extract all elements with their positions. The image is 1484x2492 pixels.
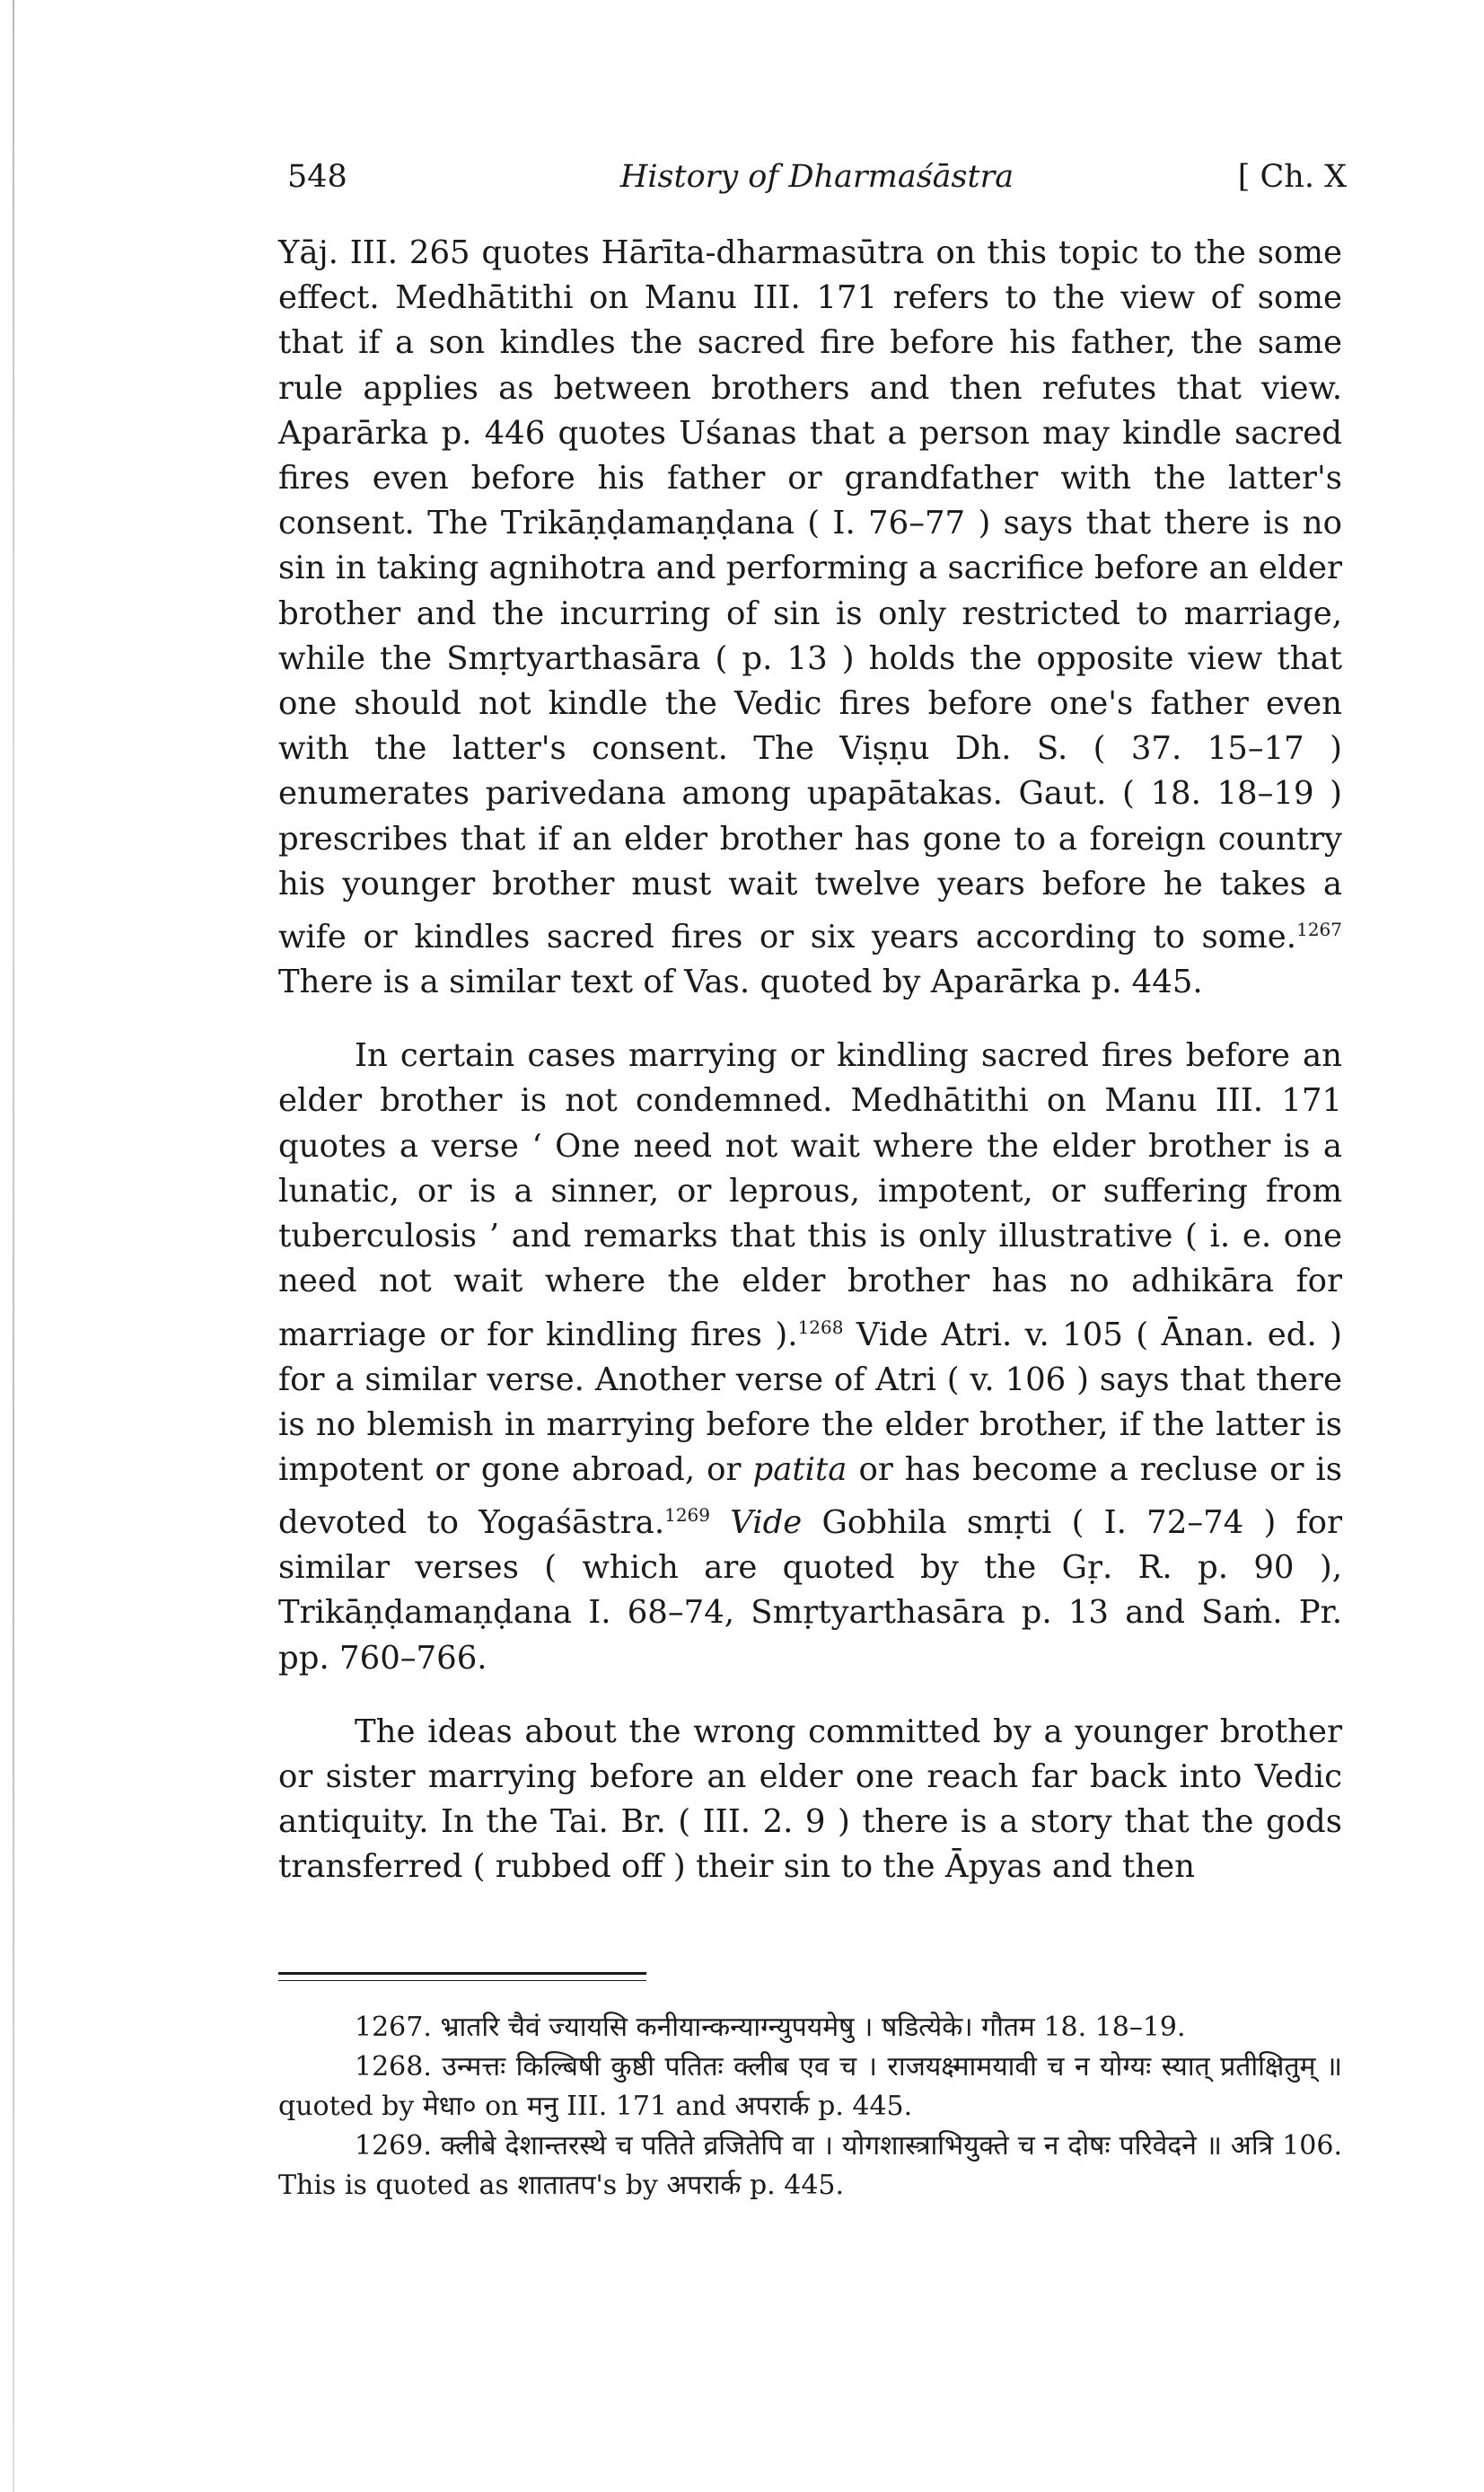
italic-patita: patita (752, 1450, 847, 1488)
footnote-number: 1267. (355, 2012, 432, 2043)
italic-vide: Vide (710, 1503, 803, 1541)
footnote-ref-1267: 1267 (1296, 919, 1342, 941)
footnote-1269 (278, 2127, 1342, 2206)
paragraph-3 (278, 1710, 1342, 1890)
footnotes (278, 2008, 1342, 2206)
footnote-text: क्लीबे देशान्तरस्थे च पतिते व्रजितेपि वा । योगशास्त्राभियुक्ते च न दोषः परिवेदने ॥ अत्रि 106. This is quoted as शातातप's by अपरार्क p. 445. (278, 2130, 1342, 2201)
main-text (278, 231, 1342, 1890)
paragraph-2-text-b: Vide Atri. v. 105 ( Ānan. ed. ) for a similar verse. Another verse of Atri ( v. 106 ) says that there is no blemish in marrying before the elder brother, if the latter is impotent or gone abroad, or (278, 1316, 1342, 1488)
footnote-number: 1268. (355, 2051, 432, 2083)
footnote-1268 (278, 2047, 1342, 2127)
paragraph-3-text: The ideas about the wrong committed by a younger brother or sister marrying before an elder one reach far back into Vedic antiquity. In the Tai. Br. ( III. 2. 9 ) there is a story that the gods transferred ( rubbed off ) their sin to the Āpyas and then (278, 1713, 1342, 1886)
chapter-label: [ Ch. X (1237, 159, 1347, 195)
running-title: History of Dharmaśāstra (619, 159, 1014, 195)
paragraph-1-text: Yāj. III. 265 quotes Hārīta-dharmasūtra on this topic to the some effect. Medhātithi on Manu III. 171 refers to the view of some that if a son kindles the sacred fire before his father, the same rule applies as between brothers and then refutes that view. Aparārka p. 446 quotes Uśanas that a person may kindle sacred fires even before his father or grandfather with the latter's consent. The Trikāṇḍamaṇḍana ( I. 76–77 ) says that there is no sin in taking agnihotra and performing a sacrifice before an elder brother and the incurring of sin is only restricted to marriage, while the Smṛtyarthasāra ( p. 13 ) holds the opposite view that one should not kindle the Vedic fires before one's father even with the latter's consent. The Viṣṇu Dh. S. ( 37. 15–17 ) enumerates parivedana among upapātakas. Gaut. ( 18. 18–19 ) prescribes that if an elder brother has gone to a foreign country his younger brother must wait twelve years before he takes a wife or kindles sacred fires or six years according to some. (278, 234, 1342, 955)
paragraph-1 (278, 231, 1342, 1005)
footnote-ref-1268: 1268 (797, 1316, 844, 1338)
footnote-separator (278, 1972, 646, 1975)
paragraph-2-text-d: Gobhila smṛti ( I. 72–74 ) for similar verses ( which are quoted by the Gṛ. R. p. 90 ), Trikāṇḍamaṇḍana I. 68–74, Smṛtyarthasāra p. 13 and Saṁ. Pr. pp. 760–766. (278, 1503, 1342, 1677)
page-header (287, 154, 1347, 199)
paragraph-1-text-after: There is a similar text of Vas. quoted by Aparārka p. 445. (278, 964, 1203, 1001)
footnote-ref-1269: 1269 (664, 1504, 711, 1527)
footnote-separator-thin (278, 1980, 646, 1981)
paragraph-2-text-a: In certain cases marrying or kindling sacred fires before an elder brother is not condemned. Medhātithi on Manu III. 171 quotes a verse ‘ One need not wait where the elder brother is a lunatic, or is a sinner, or leprous, impotent, or suffering from tuberculosis ’ and remarks that this is only illustrative ( i. e. one need not wait where the elder brother has no adhikāra for marriage or for kindling fires ). (278, 1037, 1342, 1353)
paragraph-2 (278, 1034, 1342, 1681)
page-number: 548 (287, 159, 347, 195)
footnote-1267 (278, 2008, 1342, 2047)
footnote-number: 1269. (355, 2130, 432, 2162)
paragraph-2-text-c: or has become a recluse or is devoted to Yogaśāstra. (278, 1450, 1342, 1541)
footnote-text: भ्रातरि चैवं ज्यायसि कनीयान्कन्याग्न्युपयमेषु । षडित्येके। गौतम 18. 18–19. (440, 2012, 1186, 2043)
footnote-text: उन्मत्तः किल्बिषी कुष्ठी पतितः क्लीब एव च । राजयक्ष्मामयावी च न योग्यः स्यात् प्रतीक्षितुम् ॥ quoted by मेधा० on मनु III. 171 and अपरार्क p. 445. (278, 2051, 1342, 2122)
scan-edge-line (13, 0, 14, 2492)
